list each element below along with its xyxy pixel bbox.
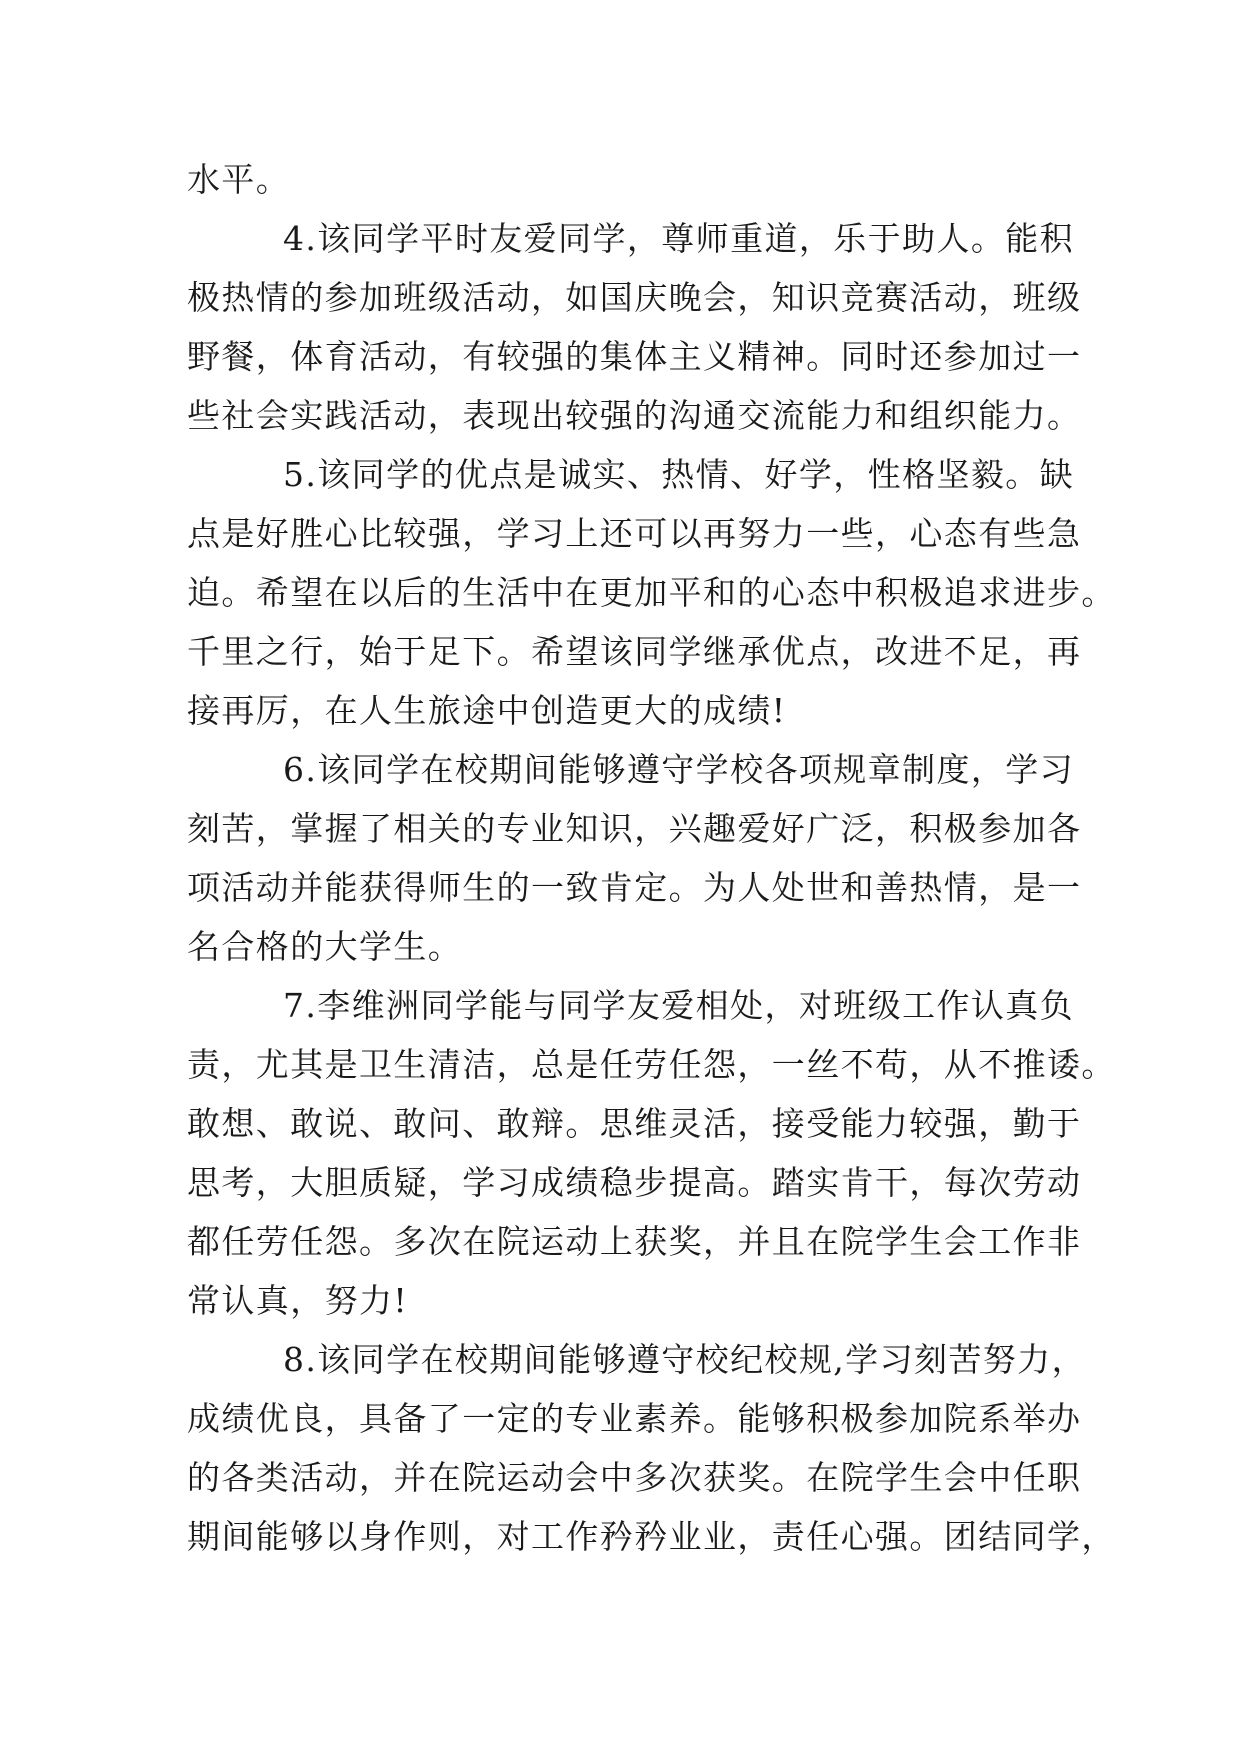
text-line: 敢想、敢说、敢问、敢辩。思维灵活，接受能力较强，勤于 [187,1104,1082,1143]
document-body [187,150,1116,1566]
text-line: 思考，大胆质疑，学习成绩稳步提高。踏实肯干，每次劳动 [187,1163,1082,1202]
text-line: 成绩优良，具备了一定的专业素养。能够积极参加院系举办 [187,1399,1082,1438]
text-line: 责，尤其是卫生清洁，总是任劳任怨，一丝不苟，从不推诿。 [187,1045,1116,1084]
text-line: 都任劳任怨。多次在院运动上获奖，并且在院学生会工作非 [187,1222,1082,1261]
text-line: 期间能够以身作则，对工作矜矜业业，责任心强。团结同学， [187,1517,1116,1556]
text-line: 6.该同学在校期间能够遵守学校各项规章制度，学习 [283,750,1075,789]
text-line: 5.该同学的优点是诚实、热情、好学，性格坚毅。缺 [283,455,1075,494]
text-line: 的各类活动，并在院运动会中多次获奖。在院学生会中任职 [187,1458,1082,1497]
text-line: 8.该同学在校期间能够遵守校纪校规,学习刻苦努力， [283,1340,1086,1379]
text-line: 刻苦，掌握了相关的专业知识，兴趣爱好广泛，积极参加各 [187,809,1082,848]
text-line: 项活动并能获得师生的一致肯定。为人处世和善热情，是一 [187,868,1082,907]
text-line: 迫。希望在以后的生活中在更加平和的心态中积极追求进步。 [187,573,1116,612]
text-line: 千里之行，始于足下。希望该同学继承优点，改进不足，再 [187,632,1082,671]
text-line: 水平。 [187,160,291,199]
text-line: 7.李维洲同学能与同学友爱相处，对班级工作认真负 [283,986,1075,1025]
text-line: 点是好胜心比较强，学习上还可以再努力一些，心态有些急 [187,514,1082,553]
text-line: 名合格的大学生。 [187,927,463,966]
text-line: 野餐，体育活动，有较强的集体主义精神。同时还参加过一 [187,337,1082,376]
text-line: 极热情的参加班级活动，如国庆晚会，知识竞赛活动，班级 [187,278,1082,317]
text-line: 接再厉，在人生旅途中创造更大的成绩! [187,691,787,730]
text-line: 些社会实践活动，表现出较强的沟通交流能力和组织能力。 [187,396,1082,435]
text-line: 常认真，努力! [187,1281,409,1320]
text-line: 4.该同学平时友爱同学，尊师重道，乐于助人。能积 [283,219,1075,258]
